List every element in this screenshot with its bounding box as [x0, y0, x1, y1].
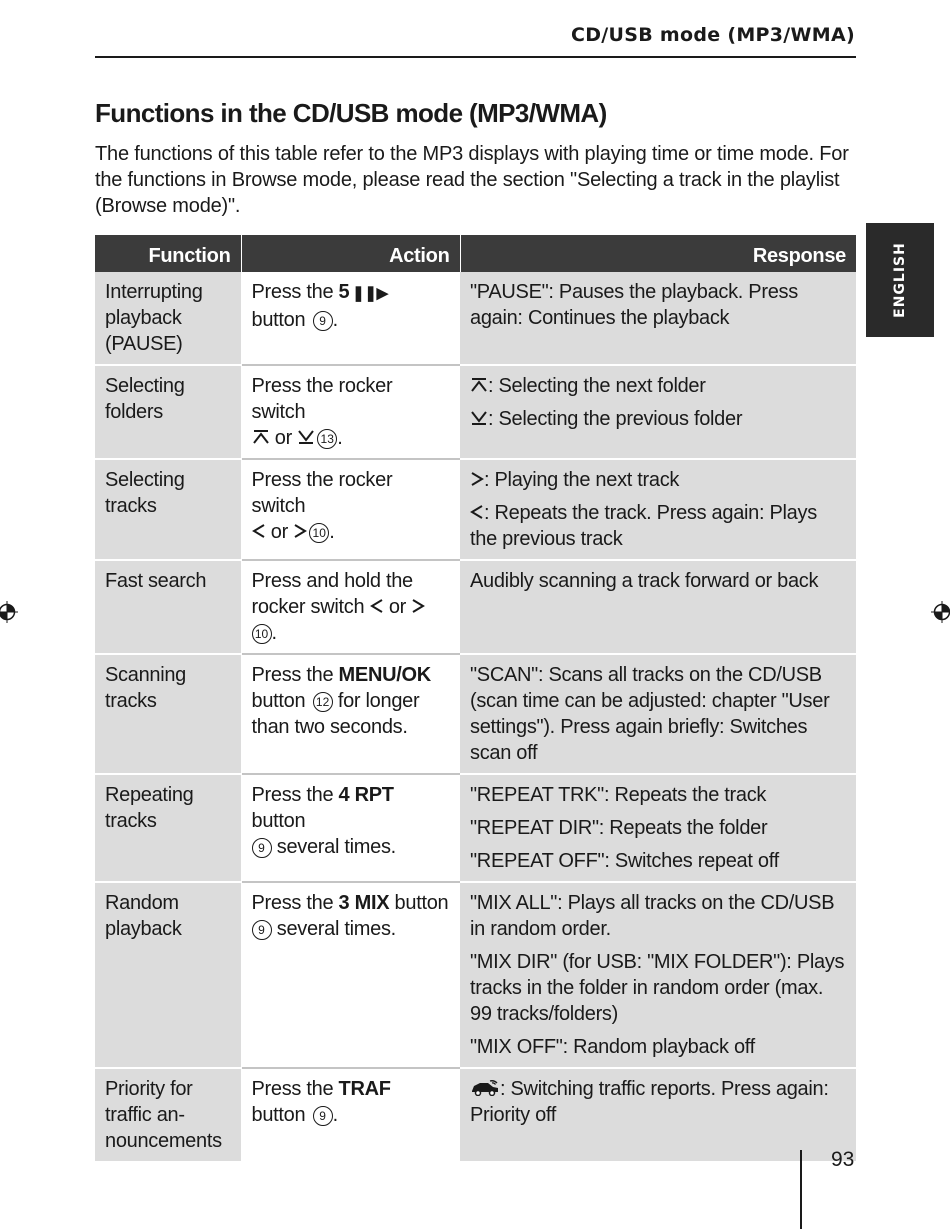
action-text: for longer than two seconds.: [251, 690, 420, 738]
response-text: : Selecting the previous folder: [488, 408, 743, 430]
function-cell: Random playback: [95, 882, 241, 1068]
header-rule: [95, 56, 856, 58]
table-row: [95, 272, 856, 365]
action-text: .: [329, 521, 335, 543]
function-cell: Selecting tracks: [95, 459, 241, 560]
action-text: Press and hold the rocker switch: [251, 570, 413, 618]
action-text: .: [332, 1104, 338, 1126]
action-text: .: [332, 309, 338, 331]
ref-number: 13: [317, 429, 337, 449]
response-cell: [460, 272, 856, 365]
registration-mark-icon: [0, 601, 18, 623]
key-label: 4 RPT: [338, 784, 394, 806]
response-line: "MIX DIR" (for USB: "MIX FOLDER"): Plays tracks in the folder in random order (max. 99 tracks/folders): [470, 951, 845, 1025]
action-cell: [241, 654, 460, 774]
action-text: button: [251, 309, 306, 331]
language-tab-label: ENGLISH: [892, 242, 908, 318]
action-cell: [241, 882, 460, 1068]
function-cell: Scanning tracks: [95, 654, 241, 774]
action-text: Press the: [251, 892, 339, 914]
header-response: Response: [460, 235, 856, 272]
response-line: [470, 373, 846, 399]
response-line: [470, 406, 846, 432]
action-text: Press the: [251, 281, 339, 303]
function-cell: Fast search: [95, 560, 241, 654]
response-text: : Selecting the next folder: [488, 375, 706, 397]
response-text: : Repeats the track. Press again: Plays the previous track: [470, 502, 817, 550]
response-line: [470, 1076, 846, 1128]
response-line: "SCAN": Scans all tracks on the CD/USB (scan time can be adjusted: chapter "User settings"). Press again briefly: Switches scan off: [470, 664, 830, 764]
rocker-left-icon: [252, 523, 266, 539]
action-text: button: [251, 1104, 306, 1126]
action-text: Press the rocker switch: [251, 469, 393, 517]
key-label: TRAF: [338, 1078, 391, 1100]
page-number: 93: [831, 1148, 855, 1171]
running-header: CD/USB mode (MP3/WMA): [570, 24, 855, 46]
function-cell: Priority for traffic an-nouncements: [95, 1068, 241, 1161]
response-cell: [460, 774, 856, 882]
rocker-left-icon: [470, 504, 484, 520]
action-text: Press the rocker switch: [251, 375, 393, 423]
rocker-left-icon: [370, 598, 384, 614]
action-text: several times.: [271, 836, 396, 858]
action-text: button: [251, 810, 306, 832]
response-cell: [460, 365, 856, 459]
rocker-down-icon: [470, 410, 488, 426]
ref-number: 9: [252, 920, 272, 940]
header-action: Action: [241, 235, 460, 272]
response-line: "REPEAT DIR": Repeats the folder: [470, 817, 768, 839]
ref-number: 9: [313, 311, 333, 331]
action-cell: [241, 272, 460, 365]
ref-number: 12: [313, 692, 333, 712]
response-line: "PAUSE": Pauses the playback. Press again: Continues the playback: [470, 281, 798, 329]
ref-number: 9: [313, 1106, 333, 1126]
response-text: : Switching traffic reports. Press again: Priority off: [470, 1078, 829, 1126]
table-row: [95, 365, 856, 459]
action-cell: [241, 774, 460, 882]
response-line: [470, 500, 846, 552]
action-text: several times.: [271, 918, 396, 940]
action-cell: [241, 365, 460, 459]
action-text: button: [251, 690, 306, 712]
action-text: button: [389, 892, 449, 914]
response-line: "MIX OFF": Random playback off: [470, 1036, 755, 1058]
rocker-up-icon: [470, 377, 488, 393]
key-label: 3 MIX: [338, 892, 390, 914]
key-label: MENU/OK: [338, 664, 431, 686]
action-text: or: [388, 596, 407, 618]
header-function: Function: [95, 235, 241, 272]
response-cell: [460, 1068, 856, 1161]
play-pause-icon: ❚❚▶: [349, 285, 388, 302]
footer-rule: [800, 1150, 802, 1229]
action-text: .: [337, 427, 343, 449]
response-cell: [460, 654, 856, 774]
action-text: Press the: [251, 664, 339, 686]
response-line: "REPEAT TRK": Repeats the track: [470, 784, 767, 806]
response-cell: [460, 560, 856, 654]
section-heading: Functions in the CD/USB mode (MP3/WMA): [95, 98, 607, 128]
ref-number: 10: [309, 523, 329, 543]
action-text: Press the: [251, 784, 339, 806]
traffic-car-icon: [470, 1080, 500, 1096]
action-text: Press the: [251, 1078, 339, 1100]
table-row: [95, 774, 856, 882]
action-cell: [241, 1068, 460, 1161]
action-cell: [241, 459, 460, 560]
action-text: or: [274, 427, 292, 449]
table-header-row: [95, 235, 856, 272]
action-text: or: [270, 521, 288, 543]
function-cell: Repeating tracks: [95, 774, 241, 882]
response-line: Audibly scanning a track forward or back: [470, 570, 819, 592]
rocker-right-icon: [293, 523, 307, 539]
response-cell: [460, 459, 856, 560]
rocker-right-icon: [411, 598, 425, 614]
rocker-up-icon: [252, 429, 270, 445]
function-cell: Interrupting playback (PAUSE): [95, 272, 241, 365]
response-text: : Playing the next track: [484, 469, 680, 491]
registration-mark-icon: [931, 601, 950, 623]
action-text: .: [271, 622, 277, 644]
response-cell: [460, 882, 856, 1068]
rocker-down-icon: [297, 429, 315, 445]
functions-table: [95, 235, 856, 1161]
table-row: [95, 560, 856, 654]
ref-number: 10: [252, 624, 272, 644]
table-row: [95, 459, 856, 560]
ref-number: 9: [252, 838, 272, 858]
key-label: 5: [338, 281, 350, 303]
response-line: "MIX ALL": Plays all tracks on the CD/USB in random order.: [470, 892, 835, 940]
response-line: "REPEAT OFF": Switches repeat off: [470, 850, 779, 872]
intro-paragraph: The functions of this table refer to the MP3 displays with playing time or time mode. For the functions in Browse mode, please read the section "Selecting a track in the playlist (Browse mode)".: [95, 143, 849, 217]
table-row: [95, 882, 856, 1068]
table-row: [95, 1068, 856, 1161]
table-row: [95, 654, 856, 774]
language-tab: [866, 223, 934, 337]
action-cell: [241, 560, 460, 654]
function-cell: Selecting folders: [95, 365, 241, 459]
response-line: [470, 467, 846, 493]
rocker-right-icon: [470, 471, 484, 487]
